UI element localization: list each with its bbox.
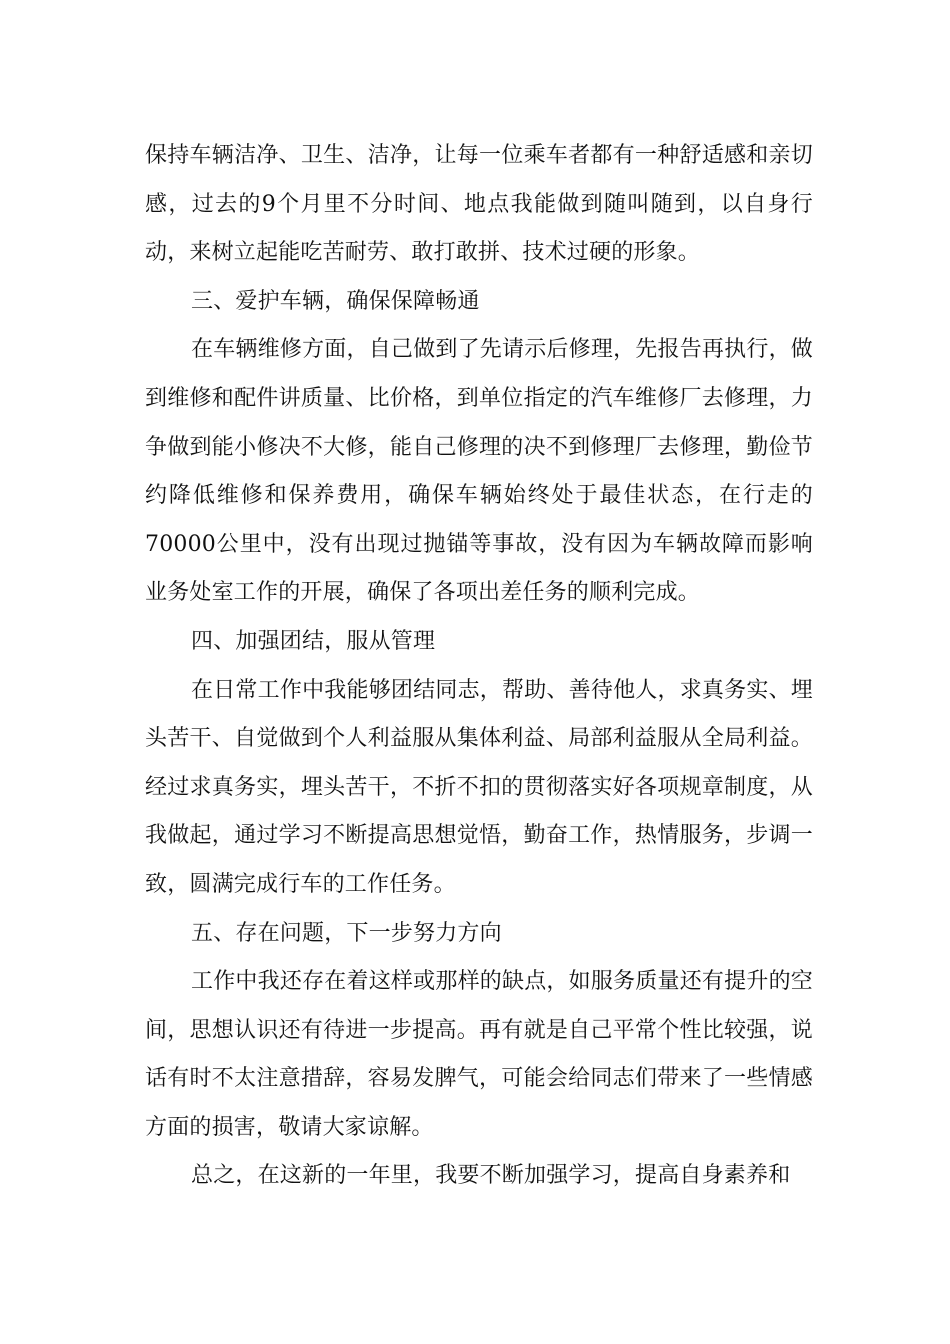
paragraph-section-3: 在车辆维修方面，自己做到了先请示后修理，先报告再执行，做到维修和配件讲质量、比价格，到单位指定的汽车维修厂去修理，力争做到能小修决不大修，能自己修理的决不到修理厂去修理，勤俭节约降低维修和保养费用，确保车辆始终处于最佳状态，在行走的70000公里中，没有出现过抛锚等事故，没有因为车辆故障而影响业务处室工作的开展，确保了各项出差任务的顺利完成。 bbox=[145, 337, 813, 606]
paragraph-continuation: 保持车辆洁净、卫生、洁净，让每一位乘车者都有一种舒适感和亲切感，过去的9个月里不分时间、地点我能做到随叫随到，以自身行动，来树立起能吃苦耐劳、敢打敢拼、技术过硬的形象。 bbox=[145, 143, 813, 266]
section-heading-5: 五、存在问题，下一步努力方向 bbox=[191, 920, 502, 946]
paragraph-section-5: 工作中我还存在着这样或那样的缺点，如服务质量还有提升的空间，思想认识还有待进一步提高。再有就是自己平常个性比较强，说话有时不太注意措辞，容易发脾气，可能会给同志们带来了一些情感方面的损害，敬请大家谅解。 bbox=[145, 969, 813, 1140]
paragraph-section-4: 在日常工作中我能够团结同志，帮助、善待他人，求真务实、埋头苦干、自觉做到个人利益服从集体利益、局部利益服从全局利益。经过求真务实，埋头苦干，不折不扣的贯彻落实好各项规章制度，从我做起，通过学习不断提高思想觉悟，勤奋工作，热情服务，步调一致，圆满完成行车的工作任务。 bbox=[145, 677, 813, 897]
section-heading-3: 三、爱护车辆，确保保障畅通 bbox=[191, 288, 480, 314]
document-body bbox=[145, 132, 813, 1201]
paragraph-conclusion: 总之，在这新的一年里，我要不断加强学习，提高自身素养和 bbox=[191, 1163, 791, 1189]
section-heading-4: 四、加强团结，服从管理 bbox=[191, 628, 436, 654]
